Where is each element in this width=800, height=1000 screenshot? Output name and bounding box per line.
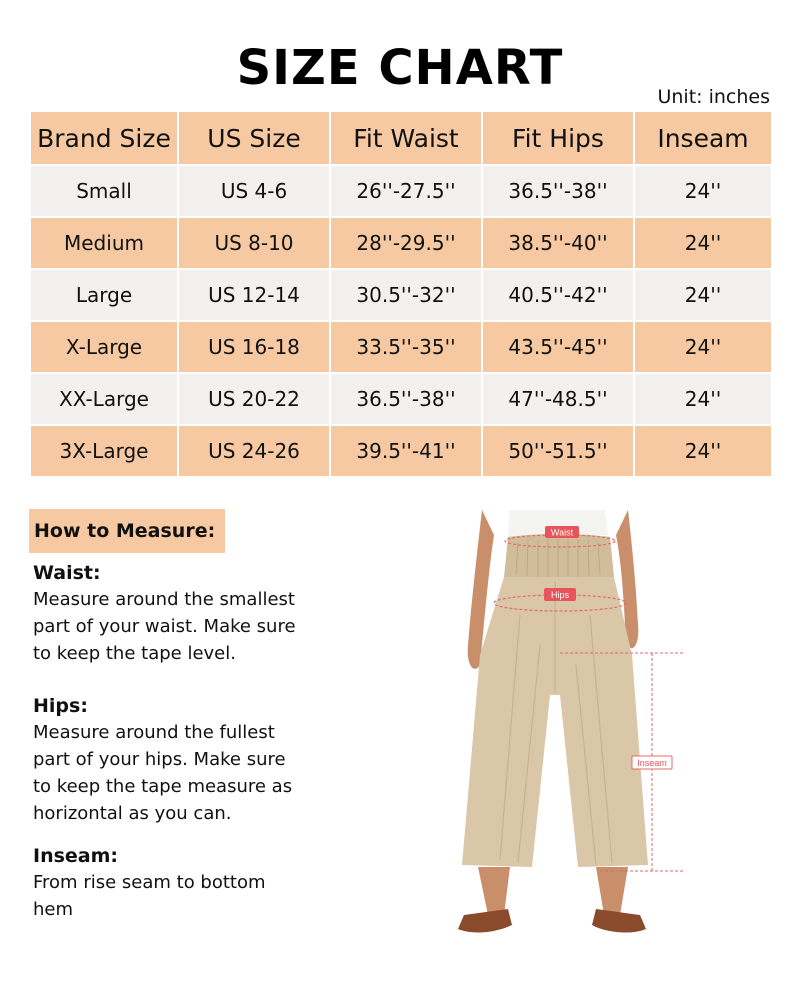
waist-text-line: Measure around the smallest (33, 589, 295, 610)
waistband-shape (504, 534, 614, 580)
column-header-fit-waist: Fit Waist (330, 111, 482, 165)
column-header-us-size: US Size (178, 111, 330, 165)
left-sandal-shape (458, 909, 512, 932)
inseam-heading: Inseam: (33, 845, 119, 867)
table-cell: US 16-18 (178, 321, 330, 373)
table-cell: 28''-29.5'' (330, 217, 482, 269)
waist-text-line: part of your waist. Make sure (33, 616, 296, 637)
table-cell: 3X-Large (30, 425, 178, 477)
table-header-row (30, 111, 772, 165)
table-cell: 26''-27.5'' (330, 165, 482, 217)
right-lower-leg (596, 867, 628, 915)
table-cell: 36.5''-38'' (482, 165, 634, 217)
inseam-tag-text: Inseam (637, 758, 667, 768)
table-cell: US 20-22 (178, 373, 330, 425)
table-cell: 24'' (634, 373, 772, 425)
table-cell: 36.5''-38'' (330, 373, 482, 425)
table-cell: 38.5''-40'' (482, 217, 634, 269)
table-cell: XX-Large (30, 373, 178, 425)
hips-heading: Hips: (33, 695, 88, 717)
hips-tag-text: Hips (550, 590, 570, 600)
table-cell: 24'' (634, 425, 772, 477)
table-cell: 50''-51.5'' (482, 425, 634, 477)
table-cell: 40.5''-42'' (482, 269, 634, 321)
table-cell: 47''-48.5'' (482, 373, 634, 425)
hips-text-line: horizontal as you can. (33, 803, 232, 824)
waist-text-line: to keep the tape level. (33, 643, 236, 664)
hips-instructions (33, 695, 333, 827)
hips-text-line: to keep the tape measure as (33, 776, 293, 797)
hips-text-line: part of your hips. Make sure (33, 749, 286, 770)
table-cell: 43.5''-45'' (482, 321, 634, 373)
size-table (29, 110, 773, 478)
inseam-instructions (33, 845, 333, 923)
hips-text-line: Measure around the fullest (33, 722, 275, 743)
table-row (30, 269, 772, 321)
waist-heading: Waist: (33, 562, 101, 584)
left-lower-leg (478, 867, 510, 915)
table-cell: US 4-6 (178, 165, 330, 217)
table-cell: X-Large (30, 321, 178, 373)
column-header-brand-size: Brand Size (30, 111, 178, 165)
table-row (30, 321, 772, 373)
table-cell: 39.5''-41'' (330, 425, 482, 477)
table-cell: Medium (30, 217, 178, 269)
inseam-text-line: hem (33, 899, 74, 920)
page-title: SIZE CHART (236, 40, 564, 96)
table-row (30, 217, 772, 269)
table-cell: 24'' (634, 269, 772, 321)
table-cell: US 12-14 (178, 269, 330, 321)
table-cell: 30.5''-32'' (330, 269, 482, 321)
how-to-measure-label: How to Measure: (29, 509, 225, 553)
column-header-fit-hips: Fit Hips (482, 111, 634, 165)
table-cell: 24'' (634, 165, 772, 217)
table-row (30, 373, 772, 425)
pants-diagram (400, 505, 700, 975)
column-header-inseam: Inseam (634, 111, 772, 165)
pants-model-illustration (400, 505, 700, 975)
table-cell: 33.5''-35'' (330, 321, 482, 373)
inseam-text-line: From rise seam to bottom (33, 872, 266, 893)
waist-instructions (33, 562, 333, 667)
table-cell: 24'' (634, 217, 772, 269)
table-row (30, 165, 772, 217)
table-cell: US 24-26 (178, 425, 330, 477)
table-cell: 24'' (634, 321, 772, 373)
table-cell: Large (30, 269, 178, 321)
table-cell: US 8-10 (178, 217, 330, 269)
unit-label: Unit: inches (657, 86, 770, 108)
right-sandal-shape (592, 909, 646, 932)
table-cell: Small (30, 165, 178, 217)
table-row (30, 425, 772, 477)
waist-tag-text: Waist (550, 527, 574, 538)
